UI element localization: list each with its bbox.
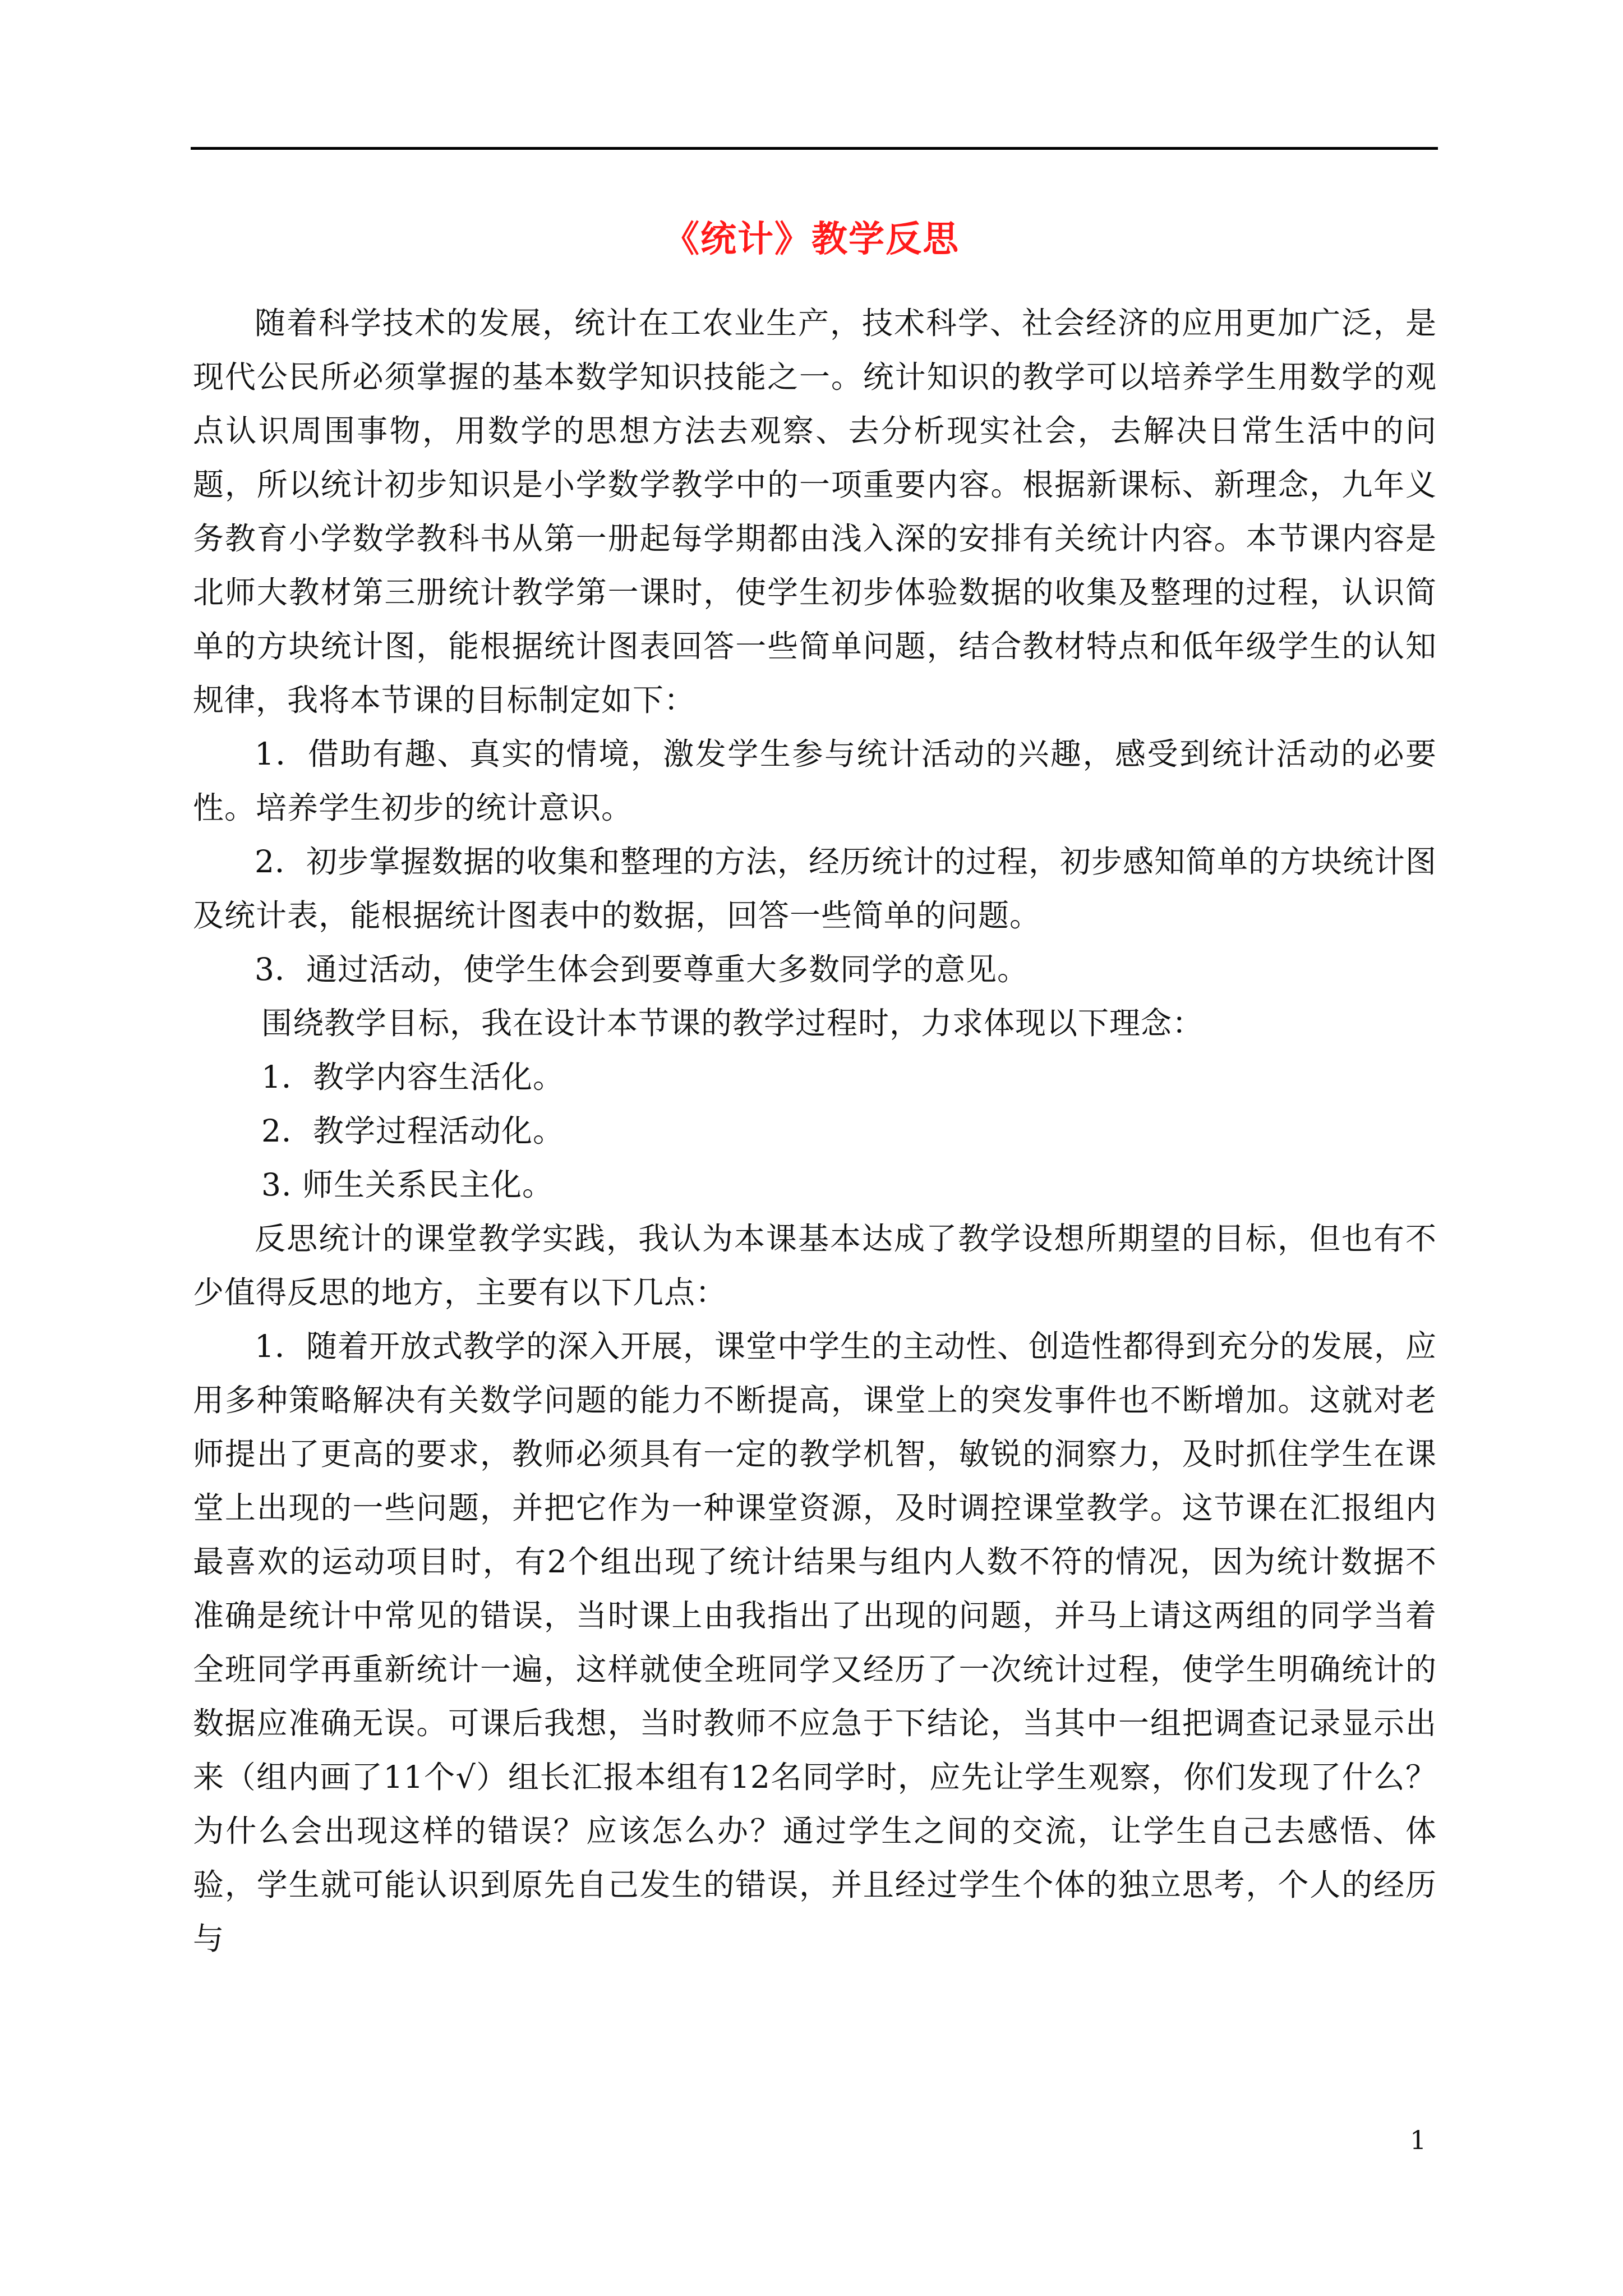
paragraph-reflection-intro: 反思统计的课堂教学实践，我认为本课基本达成了教学设想所期望的目标，但也有不少值得反思的地方，主要有以下几点： (193, 1221, 1437, 1310)
list-item-principle-2: 2．教学过程活动化。 (261, 1113, 564, 1149)
list-item-principle-1: 1．教学内容生活化。 (261, 1059, 564, 1095)
paragraph-principles-intro: 围绕教学目标，我在设计本节课的教学过程时，力求体现以下理念： (261, 1005, 1204, 1041)
paragraph-goal-1: 1．借助有趣、真实的情境，激发学生参与统计活动的兴趣，感受到统计活动的必要性。培养学生初步的统计意识。 (193, 736, 1437, 826)
list-item-principle-3: 3. 师生关系民主化。 (261, 1167, 554, 1203)
page-number: 1 (1410, 2125, 1427, 2155)
document-body (193, 296, 1437, 1966)
paragraph-reflection-1: 1．随着开放式教学的深入开展，课堂中学生的主动性、创造性都得到充分的发展，应用多种策略解决有关数学问题的能力不断提高，课堂上的突发事件也不断增加。这就对老师提出了更高的要求，教师必须具有一定的教学机智，敏锐的洞察力，及时抓住学生在课堂上出现的一些问题，并把它作为一种课堂资源，及时调控课堂教学。这节课在汇报组内最喜欢的运动项目时，有2个组出现了统计结果与组内人数不符的情况，因为统计数据不准确是统计中常见的错误，当时课上由我指出了出现的问题，并马上请这两组的同学当着全班同学再重新统计一遍，这样就使全班同学又经历了一次统计过程，使学生明确统计的数据应准确无误。可课后我想，当时教师不应急于下结论，当其中一组把调查记录显示出来（组内画了11个√）组长汇报本组有12名同学时，应先让学生观察，你们发现了什么？为什么会出现这样的错误？应该怎么办？通过学生之间的交流，让学生自己去感悟、体验，学生就可能认识到原先自己发生的错误，并且经过学生个体的独立思考，个人的经历与 (193, 1328, 1437, 1957)
paragraph-goal-3: 3．通过活动，使学生体会到要尊重大多数同学的意见。 (255, 951, 1029, 987)
page-title: 《统计》教学反思 (663, 218, 960, 260)
paragraph-goal-2: 2．初步掌握数据的收集和整理的方法，经历统计的过程，初步感知简单的方块统计图及统计表，能根据统计图表中的数据，回答一些简单的问题。 (193, 844, 1437, 933)
header-rule (191, 147, 1438, 150)
paragraph-intro: 随着科学技术的发展，统计在工农业生产，技术科学、社会经济的应用更加广泛，是现代公民所必须掌握的基本数学知识技能之一。统计知识的教学可以培养学生用数学的观点认识周围事物，用数学的思想方法去观察、去分析现实社会，去解决日常生活中的问题，所以统计初步知识是小学数学教学中的一项重要内容。根据新课标、新理念，九年义务教育小学数学教科书从第一册起每学期都由浅入深的安排有关统计内容。本节课内容是北师大教材第三册统计教学第一课时，使学生初步体验数据的收集及整理的过程，认识简单的方块统计图，能根据统计图表回答一些简单问题，结合教材特点和低年级学生的认知规律，我将本节课的目标制定如下： (193, 305, 1437, 718)
